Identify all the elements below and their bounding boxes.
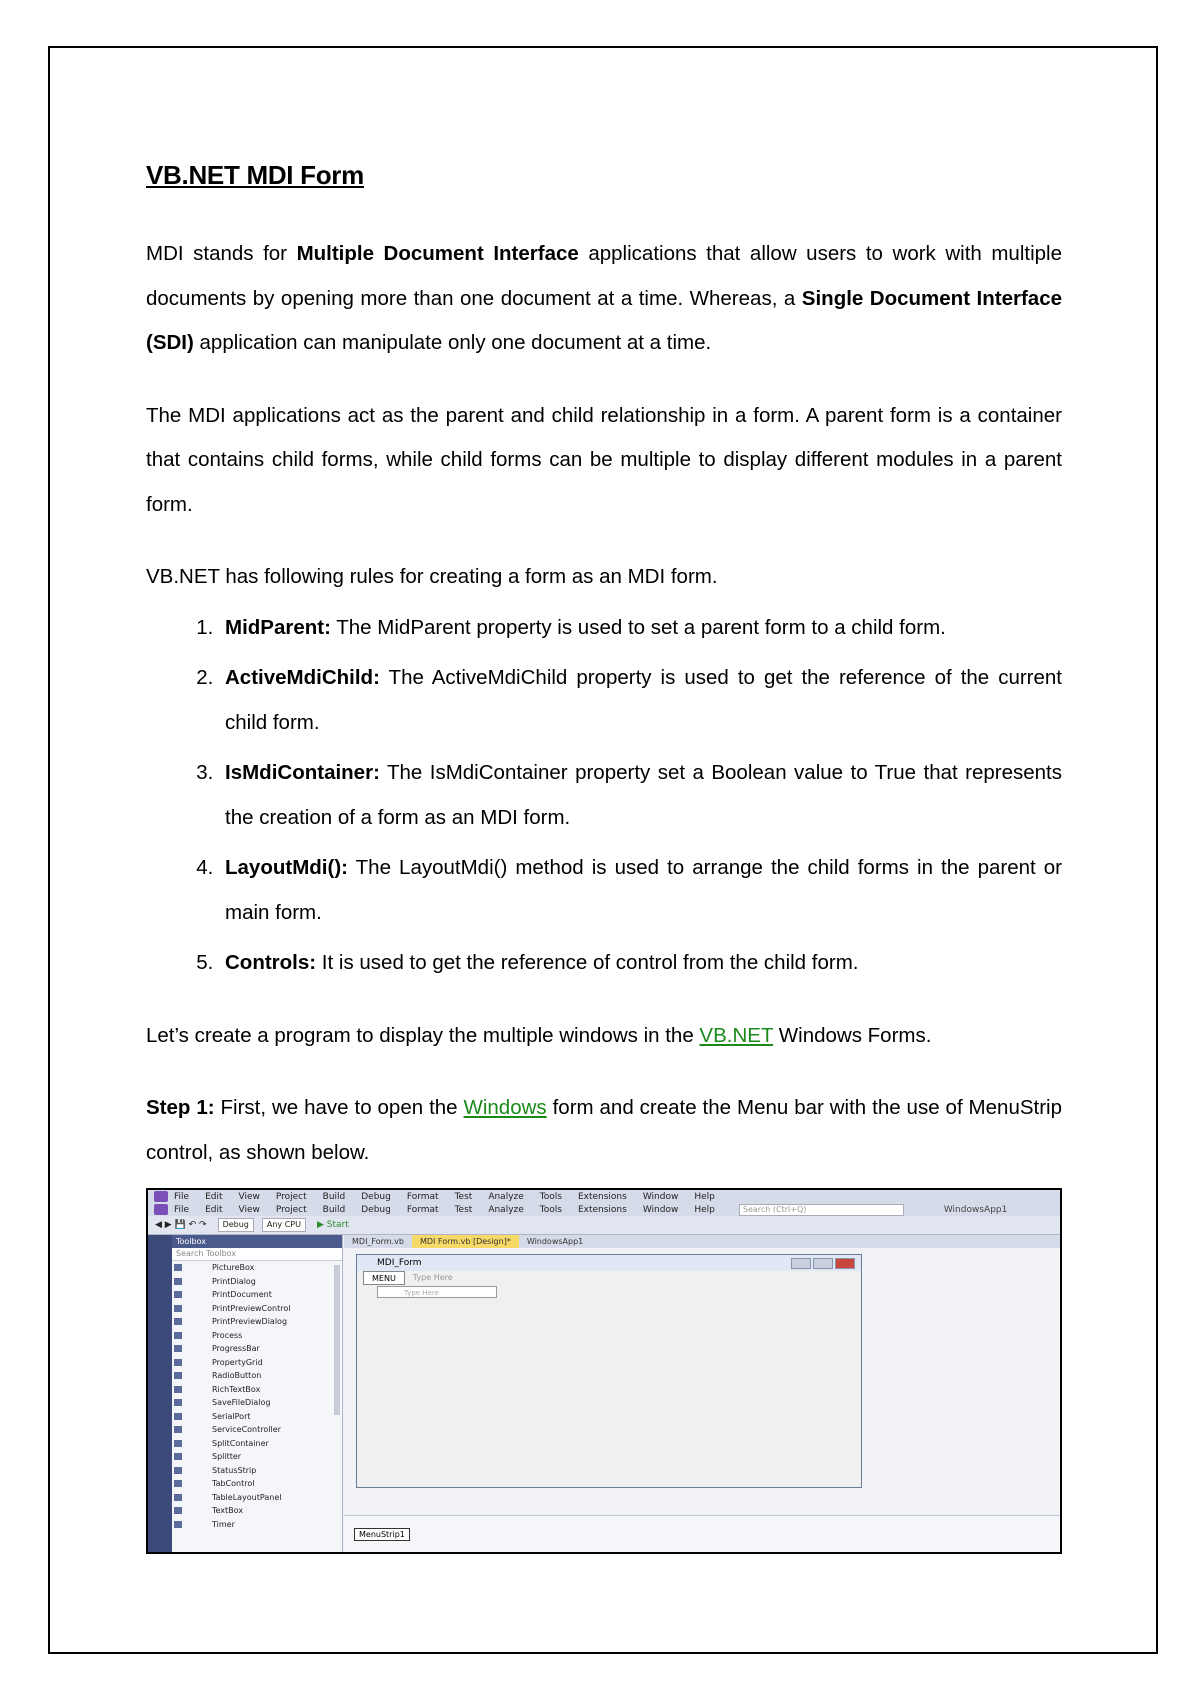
- visual-studio-screenshot: [146, 1188, 1062, 1554]
- toolbox-item[interactable]: [172, 1477, 342, 1491]
- toolbox-item[interactable]: [172, 1464, 342, 1478]
- vs-menu-item[interactable]: Window: [642, 1191, 679, 1202]
- toolbox-item[interactable]: [172, 1275, 342, 1289]
- mdi-form-preview: [356, 1254, 862, 1488]
- vs-menubar: [148, 1203, 1060, 1216]
- vs-menu-item[interactable]: Analyze: [488, 1191, 524, 1202]
- toolbox-item[interactable]: [172, 1369, 342, 1383]
- vs-menubar-ghost: [148, 1190, 1060, 1203]
- toolbox-item-label: TableLayoutPanel: [212, 1492, 282, 1502]
- control-icon: [174, 1453, 182, 1460]
- control-icon: [174, 1440, 182, 1447]
- lets-create-paragraph: Let’s create a program to display the multiple windows in the VB.NET Windows Forms.: [146, 1023, 932, 1047]
- list-item: 3. IsMdiContainer: The IsMdiContainer property set a Boolean value to True that represents the creation of a form as an MDI form.: [219, 751, 1062, 840]
- intro-paragraph: MDI stands for Multiple Document Interface applications that allow users to work with multiple documents by opening more than one document at a time. Whereas, a Single Document Interface (SDI) application can manipulate only one document at a time.: [146, 242, 1062, 354]
- step1-paragraph: Step 1: First, we have to open the Windows form and create the Menu bar with the use of MenuStrip control, as shown below.: [146, 1096, 1062, 1164]
- toolbox-scrollbar[interactable]: [334, 1265, 340, 1415]
- vs-menu-item[interactable]: Test: [454, 1204, 473, 1215]
- control-icon: [174, 1359, 182, 1366]
- form-title: MDI_Form: [377, 1258, 422, 1268]
- component-tray: [344, 1515, 1060, 1552]
- minimize-icon: [791, 1258, 811, 1269]
- start-button[interactable]: ▶ Start: [316, 1220, 349, 1230]
- control-icon: [174, 1494, 182, 1501]
- toolbox-item[interactable]: [172, 1315, 342, 1329]
- toolbox-item[interactable]: [172, 1504, 342, 1518]
- vs-search-input[interactable]: Search (Ctrl+Q): [739, 1204, 904, 1216]
- toolbox-item[interactable]: [172, 1518, 342, 1532]
- form-client-area: [357, 1285, 861, 1487]
- toolbox-item-label: StatusStrip: [212, 1465, 257, 1475]
- cpu-select[interactable]: Any CPU: [262, 1218, 306, 1232]
- vs-menu-item[interactable]: Tools: [539, 1191, 562, 1202]
- vs-menu-item[interactable]: Edit: [205, 1191, 223, 1202]
- rules-list: [146, 606, 1062, 986]
- toolbox-item-label: Process: [212, 1330, 243, 1340]
- vs-menu-item[interactable]: Analyze: [488, 1204, 524, 1215]
- list-item: 1. MidParent: The MidParent property is used to set a parent form to a child form.: [219, 606, 1062, 651]
- editor-area: [344, 1235, 1060, 1552]
- maximize-icon: [813, 1258, 833, 1269]
- toolbox-item-label: Timer: [212, 1519, 235, 1529]
- control-icon: [174, 1345, 182, 1352]
- vs-menu-item[interactable]: Tools: [539, 1204, 562, 1215]
- toolbox-item[interactable]: [172, 1383, 342, 1397]
- tab-app[interactable]: WindowsApp1: [526, 1237, 584, 1246]
- control-icon: [174, 1305, 182, 1312]
- toolbar-icons: ◀ ▶ 💾 ↶ ↷: [155, 1220, 207, 1230]
- toolbox-item-label: Splitter: [212, 1452, 242, 1461]
- vs-menu-item[interactable]: File: [174, 1191, 190, 1202]
- vs-menu-item[interactable]: Help: [694, 1204, 715, 1215]
- control-icon: [174, 1480, 182, 1487]
- control-icon: [174, 1386, 182, 1393]
- vs-menu-item[interactable]: Debug: [361, 1204, 391, 1215]
- page-title: VB.NET MDI Form: [146, 160, 364, 190]
- list-item: 2. ActiveMdiChild: The ActiveMdiChild property is used to get the reference of the current child form.: [219, 656, 1062, 745]
- menu-item[interactable]: MENU: [363, 1271, 405, 1285]
- parent-child-paragraph: The MDI applications act as the parent and child relationship in a form. A parent form is a container that contains child forms, while child forms can be multiple to display different modules in a parent form.: [146, 403, 1062, 516]
- vs-menu-item[interactable]: Test: [454, 1191, 473, 1202]
- vs-menu-item[interactable]: Project: [275, 1191, 307, 1202]
- submenu-type-here[interactable]: Type Here: [377, 1286, 497, 1298]
- toolbox-item-label: ProgressBar: [212, 1344, 260, 1353]
- windows-link[interactable]: Windows: [463, 1096, 547, 1119]
- toolbox-item[interactable]: [172, 1491, 342, 1505]
- toolbox-item-label: SaveFileDialog: [212, 1398, 271, 1407]
- vs-logo-icon: [154, 1204, 168, 1215]
- toolbox-item[interactable]: [172, 1396, 342, 1410]
- toolbox-item-label: PrintPreviewControl: [212, 1303, 291, 1313]
- control-icon: [174, 1507, 182, 1514]
- toolbox-item-label: ServiceController: [212, 1425, 281, 1434]
- vs-menu-item[interactable]: Format: [406, 1204, 439, 1215]
- toolbox-item[interactable]: [172, 1423, 342, 1437]
- vs-app-title: WindowsApp1: [943, 1204, 1008, 1215]
- toolbox-item-label: SerialPort: [212, 1411, 251, 1421]
- toolbox-item[interactable]: [172, 1329, 342, 1343]
- vs-menu-item[interactable]: Edit: [205, 1204, 223, 1215]
- toolbox-search[interactable]: Search Toolbox: [172, 1248, 342, 1261]
- document-body: [146, 150, 1062, 1175]
- vs-menu-item[interactable]: Build: [322, 1204, 346, 1215]
- control-icon: [174, 1278, 182, 1285]
- toolbox-panel: [172, 1235, 343, 1552]
- toolbox-item-label: RichTextBox: [212, 1384, 261, 1394]
- toolbox-item-label: PrintPreviewDialog: [212, 1317, 288, 1326]
- toolbox-item[interactable]: [172, 1437, 342, 1451]
- toolbox-item[interactable]: [172, 1302, 342, 1316]
- toolbox-item-label: PropertyGrid: [212, 1357, 263, 1367]
- control-icon: [174, 1318, 182, 1325]
- control-icon: [174, 1399, 182, 1406]
- toolbox-item-label: TabControl: [212, 1479, 255, 1488]
- vs-menu-item[interactable]: View: [238, 1191, 260, 1202]
- list-item: 4. LayoutMdi(): The LayoutMdi() method is used to arrange the child forms in the parent or main form.: [219, 846, 1062, 935]
- toolbox-title: Toolbox: [172, 1235, 342, 1248]
- toolbox-item[interactable]: [172, 1450, 342, 1464]
- vs-menu-item[interactable]: Extensions: [577, 1204, 627, 1215]
- vs-menu-item[interactable]: Window: [642, 1204, 679, 1215]
- vs-menu-item[interactable]: File: [174, 1204, 190, 1215]
- vs-menu-item[interactable]: Format: [406, 1191, 439, 1202]
- vs-logo-icon: [154, 1191, 168, 1202]
- toolbox-item[interactable]: [172, 1261, 342, 1275]
- toolbox-item-label: PrintDocument: [212, 1290, 272, 1299]
- form-menustrip: [357, 1271, 861, 1285]
- rules-intro: VB.NET has following rules for creating a form as an MDI form.: [146, 565, 718, 588]
- vs-menu-item[interactable]: Extensions: [577, 1191, 627, 1202]
- vs-toolbar: [148, 1216, 1060, 1235]
- menu-type-here[interactable]: Type Here: [412, 1273, 453, 1282]
- toolbox-item[interactable]: [172, 1356, 342, 1370]
- control-icon: [174, 1413, 182, 1420]
- editor-tabs: [344, 1235, 1060, 1248]
- toolbox-item-label: SplitContainer: [212, 1438, 269, 1448]
- debug-select[interactable]: Debug: [218, 1218, 254, 1232]
- list-item: 5. Controls: It is used to get the reference of control from the child form.: [219, 941, 1062, 986]
- vs-menu-item[interactable]: Build: [322, 1191, 346, 1202]
- toolbox-item-label: TextBox: [212, 1506, 244, 1515]
- toolbox-item[interactable]: [172, 1410, 342, 1424]
- vbnet-link[interactable]: VB.NET: [699, 1023, 774, 1047]
- control-icon: [174, 1291, 182, 1298]
- vs-menu-item[interactable]: Debug: [361, 1191, 391, 1202]
- vs-menu-item[interactable]: Help: [694, 1191, 715, 1202]
- control-icon: [174, 1332, 182, 1339]
- control-icon: [174, 1521, 182, 1528]
- toolbox-side-tab: [148, 1235, 172, 1552]
- vs-menu-item[interactable]: Project: [275, 1204, 307, 1215]
- close-icon: [835, 1258, 855, 1269]
- control-icon: [174, 1372, 182, 1379]
- tab-code[interactable]: MDI_Form.vb: [352, 1237, 404, 1246]
- toolbox-item[interactable]: [172, 1342, 342, 1356]
- tab-design[interactable]: MDI Form.vb [Design]*: [412, 1235, 519, 1248]
- control-icon: [174, 1426, 182, 1433]
- vs-menu-item[interactable]: View: [238, 1204, 260, 1215]
- menustrip-component[interactable]: MenuStrip1: [354, 1528, 410, 1541]
- toolbox-item-label: RadioButton: [212, 1371, 262, 1380]
- control-icon: [174, 1264, 182, 1271]
- design-surface: [344, 1248, 1060, 1552]
- toolbox-item[interactable]: [172, 1288, 342, 1302]
- toolbox-item-label: PictureBox: [212, 1263, 255, 1272]
- form-titlebar: [357, 1255, 861, 1271]
- toolbox-item-label: PrintDialog: [212, 1276, 256, 1286]
- control-icon: [174, 1467, 182, 1474]
